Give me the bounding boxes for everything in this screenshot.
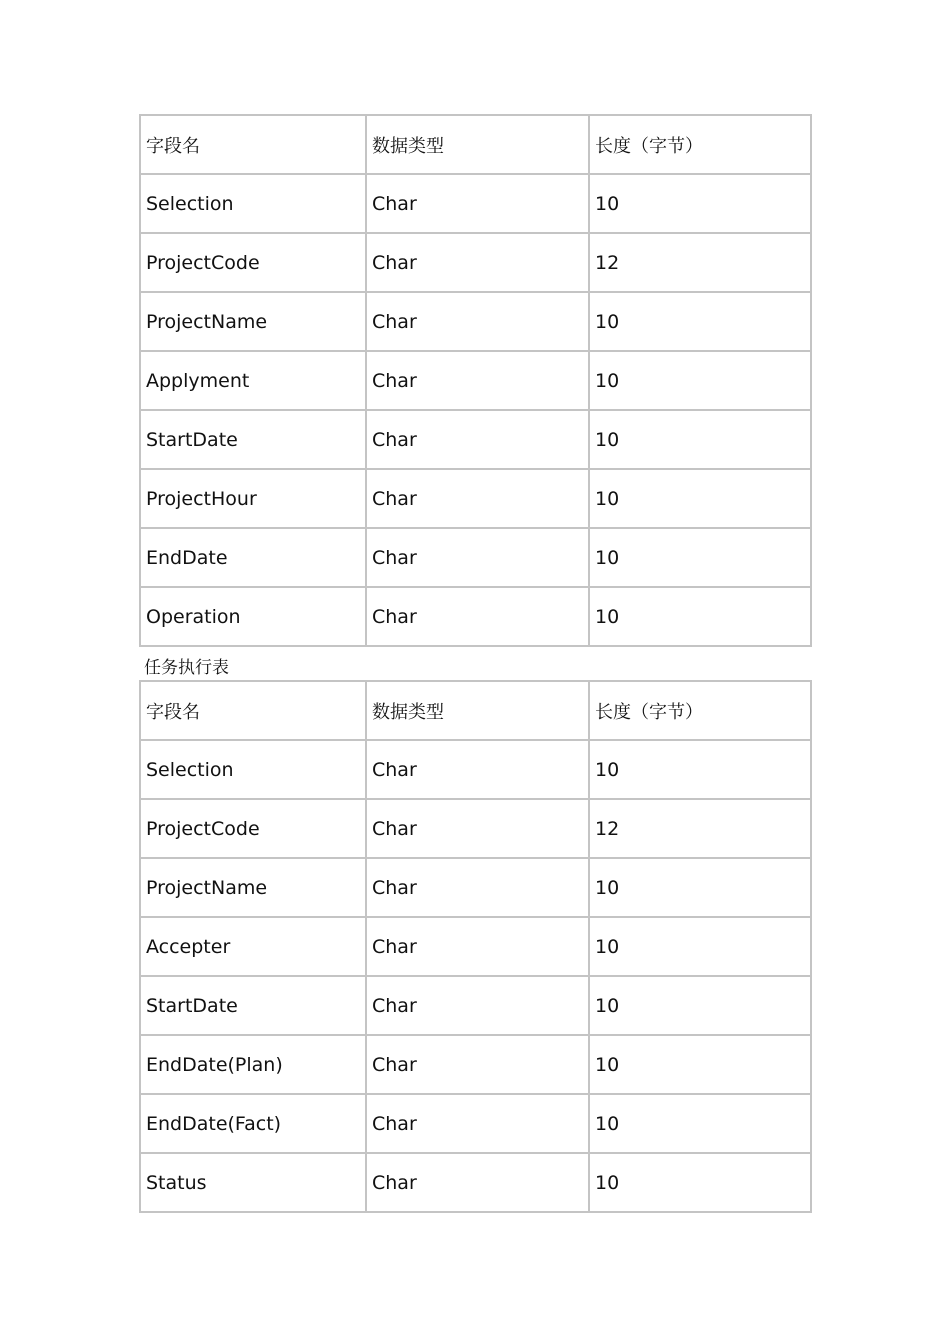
table-row bbox=[140, 351, 811, 410]
cell-data-type: Char bbox=[366, 233, 589, 292]
cell-field-name: EndDate bbox=[140, 528, 366, 587]
cell-data-type: Char bbox=[366, 740, 589, 799]
cell-length: 10 bbox=[589, 740, 811, 799]
header-data-type: 数据类型 bbox=[366, 681, 589, 740]
table-header-row bbox=[140, 115, 811, 174]
cell-data-type: Char bbox=[366, 799, 589, 858]
table-row bbox=[140, 469, 811, 528]
table-row bbox=[140, 858, 811, 917]
table-row bbox=[140, 174, 811, 233]
cell-field-name: Accepter bbox=[140, 917, 366, 976]
cell-data-type: Char bbox=[366, 469, 589, 528]
cell-field-name: ProjectCode bbox=[140, 233, 366, 292]
table-row bbox=[140, 528, 811, 587]
table-row bbox=[140, 1094, 811, 1153]
field-table-1 bbox=[139, 114, 812, 647]
cell-field-name: Operation bbox=[140, 587, 366, 646]
table-row bbox=[140, 917, 811, 976]
header-data-type: 数据类型 bbox=[366, 115, 589, 174]
cell-field-name: Selection bbox=[140, 174, 366, 233]
cell-length: 10 bbox=[589, 528, 811, 587]
cell-length: 12 bbox=[589, 233, 811, 292]
cell-length: 10 bbox=[589, 587, 811, 646]
header-field-name: 字段名 bbox=[140, 681, 366, 740]
cell-field-name: EndDate(Plan) bbox=[140, 1035, 366, 1094]
cell-length: 12 bbox=[589, 799, 811, 858]
table-row bbox=[140, 233, 811, 292]
cell-length: 10 bbox=[589, 174, 811, 233]
cell-data-type: Char bbox=[366, 174, 589, 233]
cell-length: 10 bbox=[589, 351, 811, 410]
cell-field-name: EndDate(Fact) bbox=[140, 1094, 366, 1153]
cell-field-name: ProjectHour bbox=[140, 469, 366, 528]
table-row bbox=[140, 740, 811, 799]
table-2-caption: 任务执行表 bbox=[144, 658, 229, 678]
cell-field-name: ProjectName bbox=[140, 858, 366, 917]
cell-field-name: Status bbox=[140, 1153, 366, 1212]
cell-length: 10 bbox=[589, 1153, 811, 1212]
cell-data-type: Char bbox=[366, 1094, 589, 1153]
cell-data-type: Char bbox=[366, 292, 589, 351]
cell-length: 10 bbox=[589, 1094, 811, 1153]
cell-data-type: Char bbox=[366, 976, 589, 1035]
table-row bbox=[140, 799, 811, 858]
cell-data-type: Char bbox=[366, 917, 589, 976]
header-field-name: 字段名 bbox=[140, 115, 366, 174]
cell-data-type: Char bbox=[366, 858, 589, 917]
header-length: 长度（字节） bbox=[589, 115, 811, 174]
header-length: 长度（字节） bbox=[589, 681, 811, 740]
cell-data-type: Char bbox=[366, 351, 589, 410]
cell-data-type: Char bbox=[366, 587, 589, 646]
cell-field-name: ProjectCode bbox=[140, 799, 366, 858]
field-table-2 bbox=[139, 680, 812, 1213]
cell-field-name: Applyment bbox=[140, 351, 366, 410]
cell-data-type: Char bbox=[366, 528, 589, 587]
cell-field-name: Selection bbox=[140, 740, 366, 799]
table-header-row bbox=[140, 681, 811, 740]
table-row bbox=[140, 587, 811, 646]
table-row bbox=[140, 292, 811, 351]
cell-length: 10 bbox=[589, 469, 811, 528]
table-row bbox=[140, 410, 811, 469]
cell-field-name: ProjectName bbox=[140, 292, 366, 351]
field-table-2-body bbox=[140, 681, 811, 1212]
cell-length: 10 bbox=[589, 292, 811, 351]
cell-length: 10 bbox=[589, 858, 811, 917]
cell-length: 10 bbox=[589, 1035, 811, 1094]
table-row bbox=[140, 1153, 811, 1212]
cell-data-type: Char bbox=[366, 1153, 589, 1212]
cell-field-name: StartDate bbox=[140, 410, 366, 469]
cell-data-type: Char bbox=[366, 1035, 589, 1094]
cell-data-type: Char bbox=[366, 410, 589, 469]
table-row bbox=[140, 1035, 811, 1094]
field-table-1-body bbox=[140, 115, 811, 646]
cell-length: 10 bbox=[589, 917, 811, 976]
cell-field-name: StartDate bbox=[140, 976, 366, 1035]
table-row bbox=[140, 976, 811, 1035]
cell-length: 10 bbox=[589, 410, 811, 469]
cell-length: 10 bbox=[589, 976, 811, 1035]
